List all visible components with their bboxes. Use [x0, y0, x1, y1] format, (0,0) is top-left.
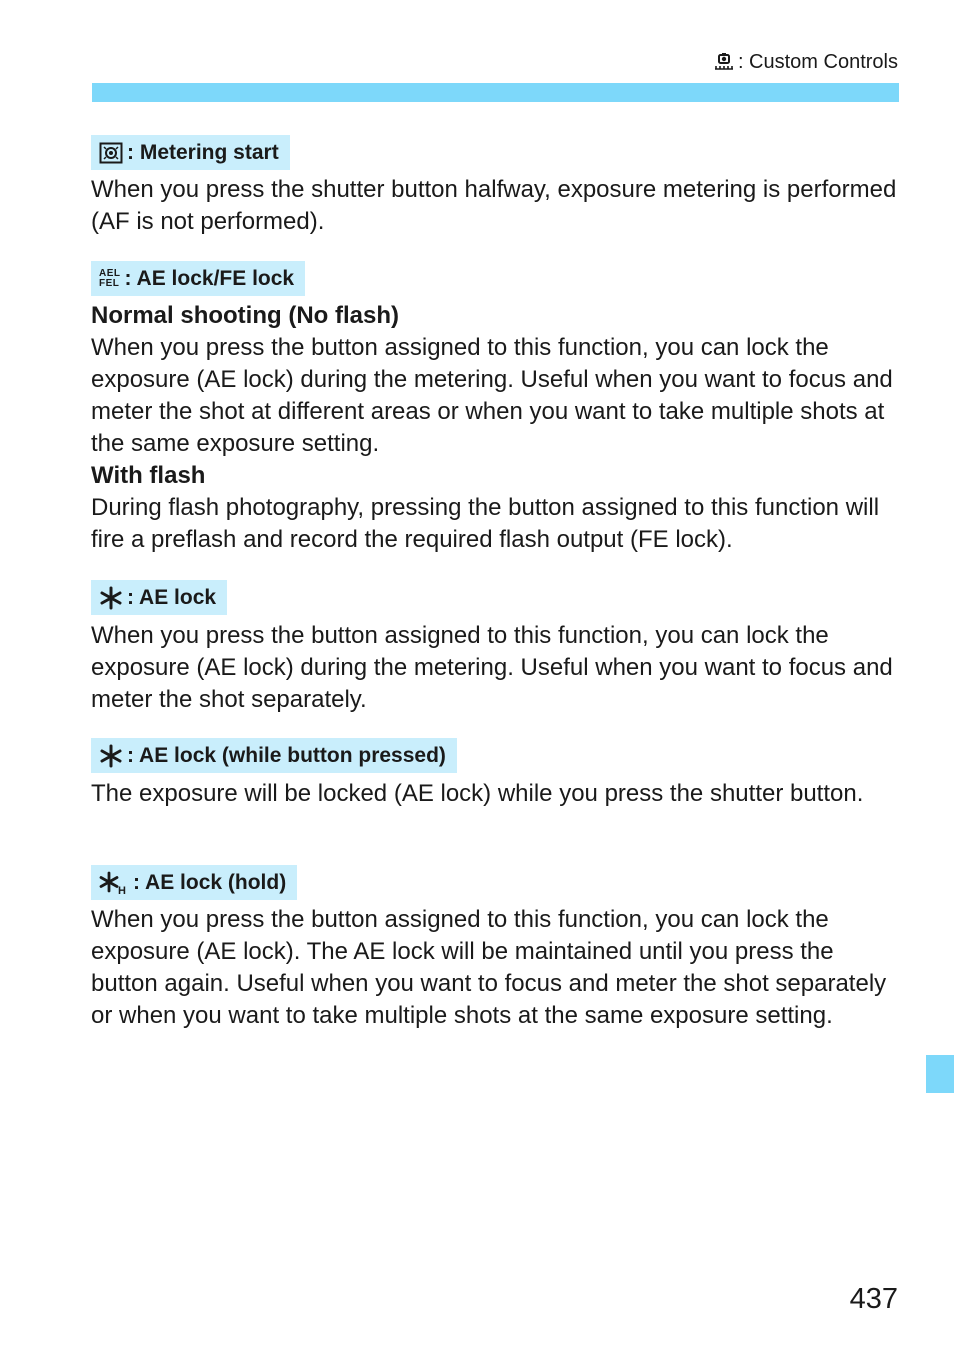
running-header: [712, 50, 898, 74]
subheading: Normal shooting (No flash): [91, 302, 399, 329]
custom-controls-icon: [712, 52, 736, 72]
ae-lock-hold-icon: [99, 871, 129, 895]
section-title: : AE lock (while button pressed): [127, 743, 446, 767]
section-body-metering-start: [91, 174, 903, 238]
section-title: : AE lock (hold): [133, 870, 287, 894]
section-body-ae-lock-while-pressed: [91, 778, 903, 810]
hold-subscript: H: [118, 884, 126, 895]
ael-text: AEL: [99, 267, 121, 279]
metering-icon: [99, 142, 123, 164]
section-title: : AE lock: [127, 585, 217, 609]
header-accent-bar: [92, 83, 899, 102]
fel-text: FEL: [99, 277, 120, 289]
ae-lock-asterisk-icon: [99, 744, 123, 768]
section-label-ae-lock-hold: [91, 865, 297, 900]
paragraph: When you press the button assigned to this function, you can lock the exposure (AE lock) during the metering. Useful when you want to focus and meter the shot at different areas or when you want to take multiple shots at the same exposure setting.: [91, 334, 893, 457]
section-label-metering-start: [91, 135, 290, 170]
section-body-ae-fe-lock: [91, 300, 903, 556]
section-label-ae-lock-while-pressed: [91, 738, 457, 773]
section-body-ae-lock: [91, 620, 903, 716]
chapter-side-tab: [926, 1055, 954, 1093]
paragraph: During flash photography, pressing the button assigned to this function will fire a preflash and record the required flash output (FE lock).: [91, 494, 880, 553]
section-title: : Metering start: [127, 140, 279, 164]
section-label-ae-lock: [91, 580, 227, 615]
paragraph: When you press the shutter button halfway, exposure metering is performed (AF is not performed).: [91, 176, 897, 235]
section-body-ae-lock-hold: [91, 904, 903, 1032]
paragraph: When you press the button assigned to this function, you can lock the exposure (AE lock) during the metering. Useful when you want to focus and meter the shot separately.: [91, 622, 893, 713]
paragraph: The exposure will be locked (AE lock) while you press the shutter button.: [91, 780, 864, 807]
paragraph: When you press the button assigned to this function, you can lock the exposure (AE lock). The AE lock will be maintained until you press the button again. Useful when you want to focus and meter the shot separately or when you want to take multiple shots at the same exposure setting.: [91, 906, 887, 1029]
header-title: : Custom Controls: [737, 51, 898, 73]
section-label-ae-fe-lock: [91, 261, 305, 296]
subheading: With flash: [91, 462, 206, 489]
page-number: 437: [849, 1283, 898, 1315]
ae-lock-asterisk-icon: [99, 586, 123, 610]
ael-fel-icon: [99, 269, 121, 289]
section-title: : AE lock/FE lock: [124, 266, 295, 290]
